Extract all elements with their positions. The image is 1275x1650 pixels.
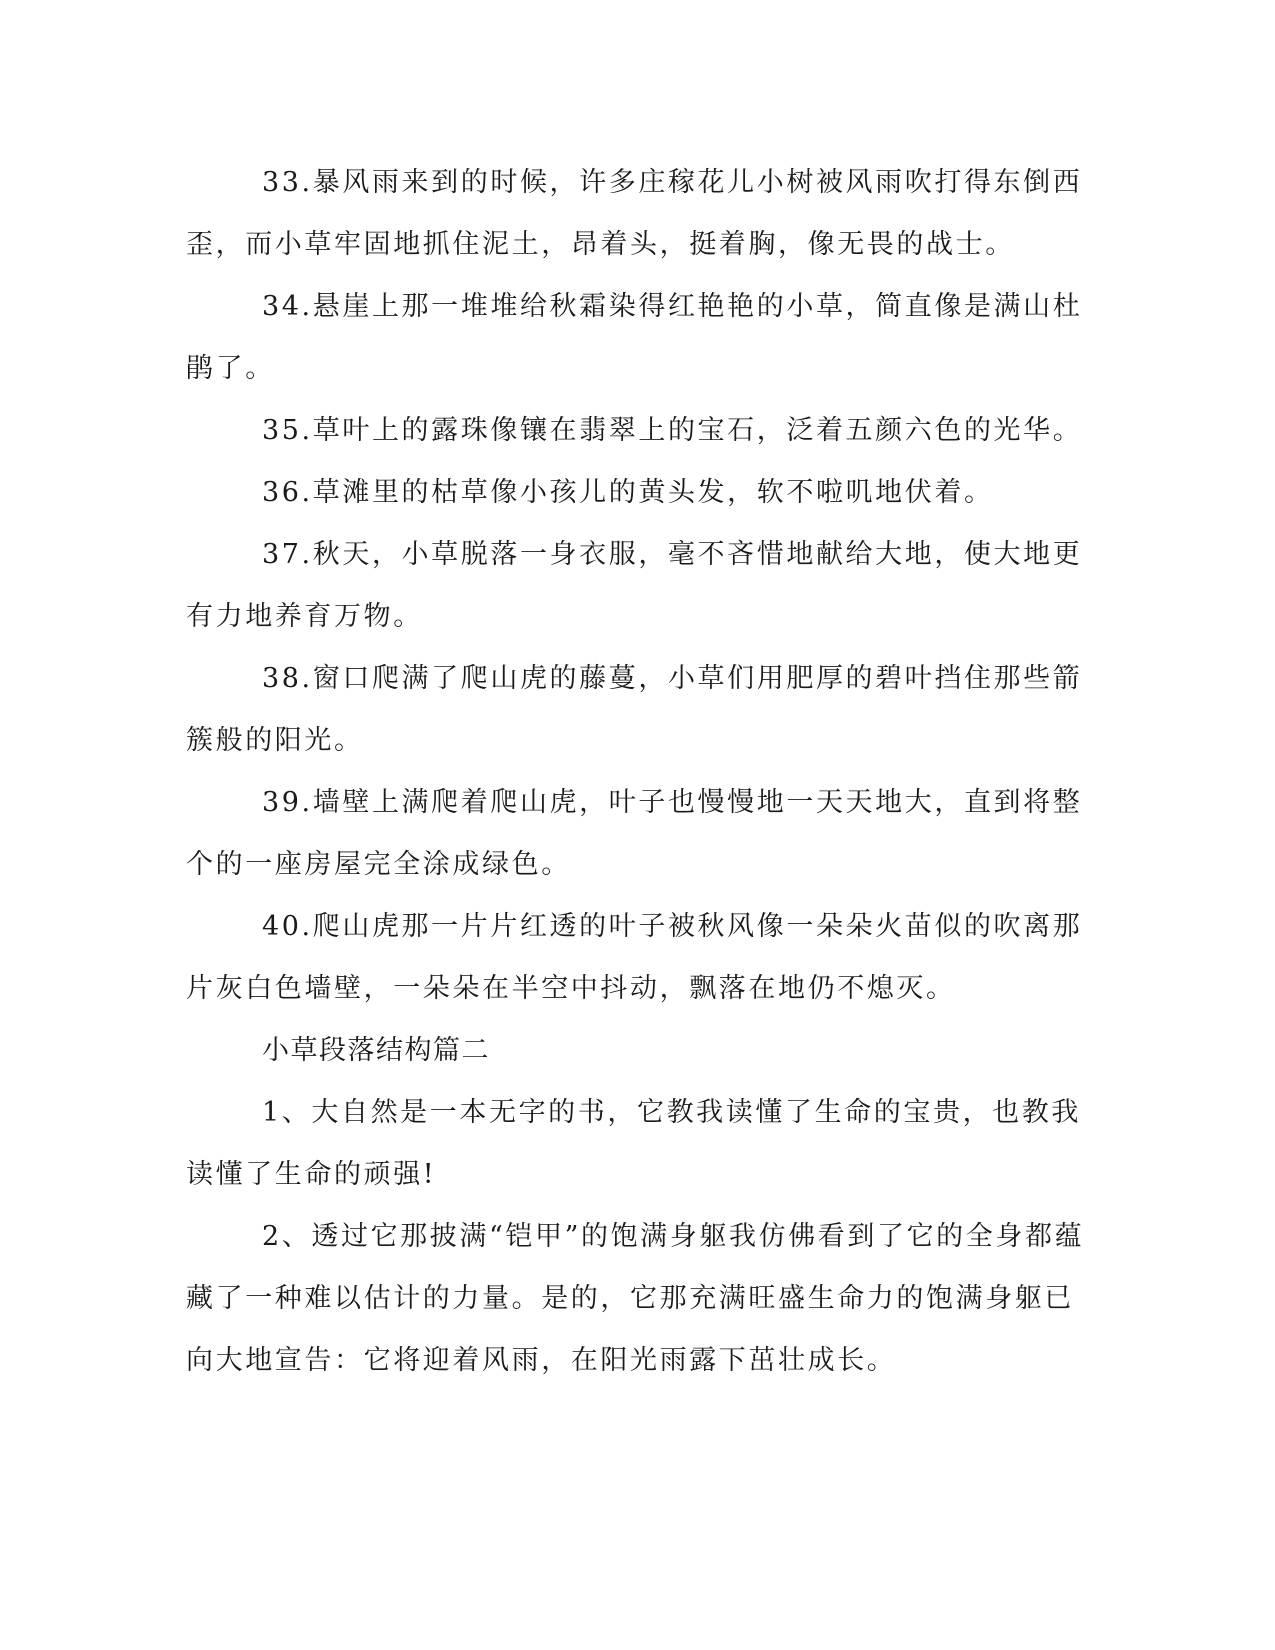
paragraph-39: 39.墙壁上满爬着爬山虎，叶子也慢慢地一天天地大，直到将整个的一座房屋完全涂成绿色。 [186,787,1083,880]
paragraph-item-1: 1、大自然是一本无字的书，它教我读懂了生命的宝贵，也教我读懂了生命的顽强! [186,1097,1081,1190]
paragraph-item-2: 2、透过它那披满“铠甲”的饱满身躯我仿佛看到了它的全身都蕴藏了一种难以估计的力量。是的，它那充满旺盛生命力的饱满身躯已向大地宣告：它将迎着风雨，在阳光雨露下茁壮成长。 [186,1221,1085,1376]
paragraph-34: 34.悬崖上那一堆堆给秋霜染得红艳艳的小草，简直像是满山杜鹃了。 [186,291,1083,384]
paragraph-33: 33.暴风雨来到的时候，许多庄稼花儿小树被风雨吹打得东倒西歪，而小草牢固地抓住泥土，昂着头，挺着胸，像无畏的战士。 [186,167,1083,260]
paragraph-38: 38.窗口爬满了爬山虎的藤蔓，小草们用肥厚的碧叶挡住那些箭簇般的阳光。 [186,663,1083,756]
paragraph-36: 36.草滩里的枯草像小孩儿的黄头发，软不啦叽地伏着。 [262,477,994,508]
section-heading: 小草段落结构篇二 [262,1035,490,1066]
document-body [186,152,1086,1392]
paragraph-40: 40.爬山虎那一片片红透的叶子被秋风像一朵朵火苗似的吹离那片灰白色墙壁，一朵朵在半空中抖动，飘落在地仍不熄灭。 [186,911,1083,1004]
paragraph-37: 37.秋天，小草脱落一身衣服，毫不吝惜地献给大地，使大地更有力地养育万物。 [186,539,1083,632]
paragraph-35: 35.草叶上的露珠像镶在翡翠上的宝石，泛着五颜六色的光华。 [262,415,1083,446]
